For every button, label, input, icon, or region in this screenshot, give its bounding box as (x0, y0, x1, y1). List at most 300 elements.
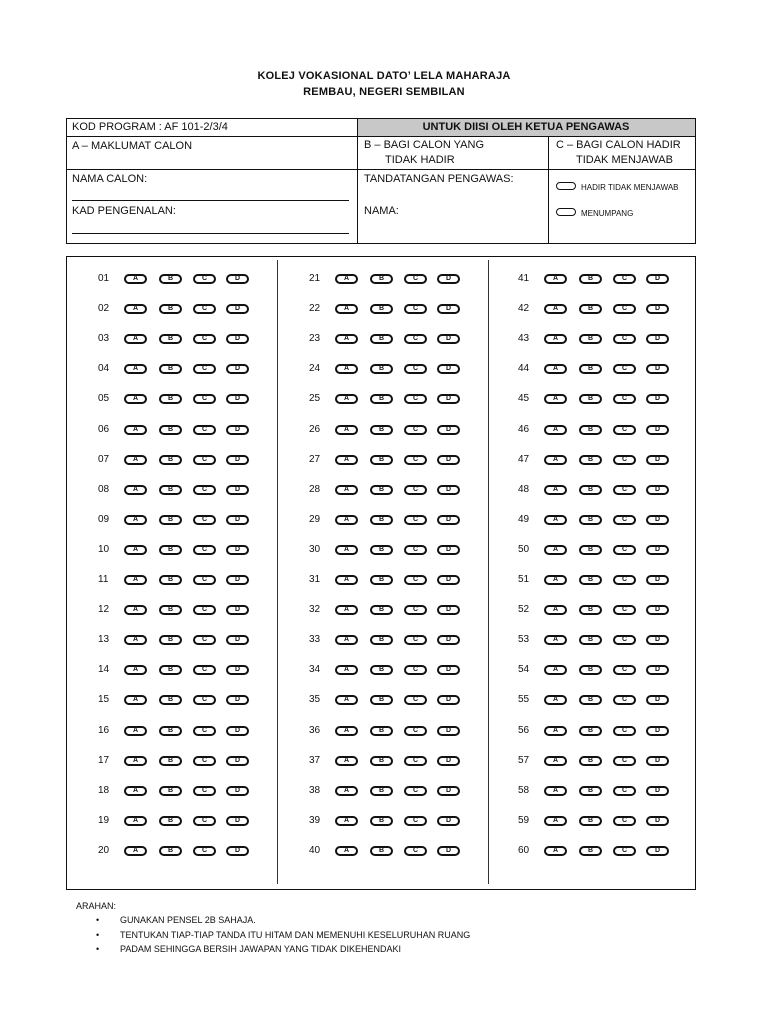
answer-bubble-b[interactable]: B (370, 575, 393, 585)
question-row (98, 725, 258, 737)
answer-bubble-b[interactable]: B (370, 455, 393, 465)
bullet-icon: • (96, 915, 100, 925)
answer-bubble-d[interactable]: D (646, 455, 669, 465)
answer-bubble-b[interactable]: B (579, 575, 602, 585)
answer-bubble-c[interactable]: C (613, 816, 636, 826)
answer-bubble-a[interactable]: A (544, 364, 567, 374)
answer-bubble-c[interactable]: C (404, 756, 427, 766)
present-no-answer-label: HADIR TIDAK MENJAWAB (581, 183, 679, 192)
answer-bubble-d[interactable]: D (646, 635, 669, 645)
answer-bubble-a[interactable]: A (544, 575, 567, 585)
answer-bubble-d[interactable]: D (646, 816, 669, 826)
answer-bubble-b[interactable]: B (579, 274, 602, 284)
answer-bubble-a[interactable]: A (335, 816, 358, 826)
answer-bubble-b[interactable]: B (579, 485, 602, 495)
answer-bubble-d[interactable]: D (437, 846, 460, 856)
answer-bubble-a[interactable]: A (335, 786, 358, 796)
answer-bubble-b[interactable]: B (159, 515, 182, 525)
answer-bubble-a[interactable]: A (544, 665, 567, 675)
answer-bubble-a[interactable]: A (124, 635, 147, 645)
answer-bubble-b[interactable]: B (579, 455, 602, 465)
answer-bubble-b[interactable]: B (579, 394, 602, 404)
question-row (98, 303, 258, 315)
answer-bubble-b[interactable]: B (370, 394, 393, 404)
answer-bubble-a[interactable]: A (124, 695, 147, 705)
answer-bubble-a[interactable]: A (335, 726, 358, 736)
question-row (309, 454, 469, 466)
question-number: 11 (98, 574, 109, 585)
answer-bubble-d[interactable]: D (226, 274, 249, 284)
answer-bubble-d[interactable]: D (226, 394, 249, 404)
question-number: 60 (518, 844, 530, 856)
answer-bubble-c[interactable]: C (193, 515, 216, 525)
answer-bubble-d[interactable]: D (437, 364, 460, 374)
answer-bubble-d[interactable]: D (646, 665, 669, 675)
answer-bubble-d[interactable]: D (646, 575, 669, 585)
answer-bubble-c[interactable]: C (193, 665, 216, 675)
answer-bubble-c[interactable]: C (193, 635, 216, 645)
answer-bubble-c[interactable]: C (404, 485, 427, 495)
answer-bubble-b[interactable]: B (159, 786, 182, 796)
answer-bubble-b[interactable]: B (159, 545, 182, 555)
answer-bubble-c[interactable]: C (404, 786, 427, 796)
answer-bubble-b[interactable]: B (370, 816, 393, 826)
question-row (518, 634, 678, 646)
answer-bubble-b[interactable]: B (159, 816, 182, 826)
question-number: 05 (98, 393, 110, 405)
question-number: 42 (518, 303, 530, 315)
answer-bubble-d[interactable]: D (226, 605, 249, 615)
answer-bubble-a[interactable]: A (335, 274, 358, 284)
question-number: 07 (98, 453, 110, 465)
answer-bubble-b[interactable]: B (159, 485, 182, 495)
answer-bubble-c[interactable]: C (193, 545, 216, 555)
question-row (518, 604, 678, 616)
answer-bubble-a[interactable]: A (124, 455, 147, 465)
question-number: 04 (98, 363, 110, 375)
answer-bubble-d[interactable]: D (437, 304, 460, 314)
answer-bubble-b[interactable]: B (370, 364, 393, 374)
answer-bubble-c[interactable]: C (193, 575, 216, 585)
answer-bubble-d[interactable]: D (646, 425, 669, 435)
answer-bubble-b[interactable]: B (579, 605, 602, 615)
answer-bubble-c[interactable]: C (193, 304, 216, 314)
question-number: 02 (98, 303, 110, 315)
answer-bubble-b[interactable]: B (159, 695, 182, 705)
answer-bubble-d[interactable]: D (226, 786, 249, 796)
answer-bubble-d[interactable]: D (437, 786, 460, 796)
answer-bubble-b[interactable]: B (370, 605, 393, 615)
answer-bubble-c[interactable]: C (193, 695, 216, 705)
answer-bubble-b[interactable]: B (370, 304, 393, 314)
answer-bubble-b[interactable]: B (579, 846, 602, 856)
candidate-name-label: NAMA CALON: (72, 173, 148, 185)
answer-bubble-c[interactable]: C (404, 635, 427, 645)
answer-bubble-d[interactable]: D (646, 786, 669, 796)
ic-number-field[interactable] (72, 233, 349, 234)
answer-bubble-a[interactable]: A (544, 695, 567, 705)
answer-bubble-d[interactable]: D (226, 756, 249, 766)
question-row (518, 514, 678, 526)
question-row (518, 845, 678, 857)
answer-bubble-b[interactable]: B (370, 545, 393, 555)
answer-bubble-d[interactable]: D (226, 575, 249, 585)
answer-bubble-c[interactable]: C (613, 846, 636, 856)
answer-bubble-d[interactable]: D (226, 485, 249, 495)
answer-bubble-c[interactable]: C (193, 334, 216, 344)
answer-bubble-a[interactable]: A (544, 816, 567, 826)
answer-bubble-c[interactable]: C (404, 304, 427, 314)
answer-bubble-b[interactable]: B (159, 756, 182, 766)
answer-bubble-c[interactable]: C (613, 274, 636, 284)
question-row (98, 514, 258, 526)
answer-bubble-d[interactable]: D (226, 846, 249, 856)
answer-bubble-c[interactable]: C (193, 786, 216, 796)
answer-bubble-a[interactable]: A (335, 575, 358, 585)
answer-bubble-b[interactable]: B (370, 274, 393, 284)
question-row (518, 273, 678, 285)
column-divider (488, 260, 489, 884)
question-row (98, 333, 258, 345)
answer-bubble-a[interactable]: A (124, 726, 147, 736)
answer-bubble-c[interactable]: C (404, 846, 427, 856)
answer-bubble-d[interactable]: D (646, 846, 669, 856)
answer-bubble-c[interactable]: C (404, 605, 427, 615)
answer-bubble-a[interactable]: A (335, 485, 358, 495)
answer-bubble-a[interactable]: A (544, 635, 567, 645)
question-row (518, 664, 678, 676)
answer-bubble-b[interactable]: B (159, 605, 182, 615)
answer-bubble-a[interactable]: A (335, 665, 358, 675)
answer-bubble-c[interactable]: C (613, 786, 636, 796)
answer-bubble-a[interactable]: A (335, 846, 358, 856)
answer-bubble-d[interactable]: D (437, 545, 460, 555)
question-number: 30 (309, 543, 321, 555)
answer-bubble-d[interactable]: D (437, 756, 460, 766)
answer-bubble-d[interactable]: D (226, 515, 249, 525)
question-row (98, 273, 258, 285)
answer-bubble-c[interactable]: C (193, 756, 216, 766)
answer-bubble-d[interactable]: D (646, 274, 669, 284)
answer-bubble-a[interactable]: A (335, 304, 358, 314)
answer-bubble-b[interactable]: B (370, 515, 393, 525)
answer-bubble-d[interactable]: D (646, 394, 669, 404)
answer-bubble-c[interactable]: C (613, 726, 636, 736)
present-no-answer-checkbox[interactable] (556, 182, 576, 190)
answer-bubble-d[interactable]: D (646, 605, 669, 615)
answer-bubble-c[interactable]: C (404, 394, 427, 404)
answer-bubble-d[interactable]: D (437, 726, 460, 736)
answer-bubble-a[interactable]: A (544, 455, 567, 465)
question-number: 54 (518, 664, 530, 676)
answer-bubble-c[interactable]: C (193, 274, 216, 284)
answer-bubble-c[interactable]: C (404, 575, 427, 585)
answer-bubble-c[interactable]: C (193, 846, 216, 856)
answer-bubble-b[interactable]: B (370, 334, 393, 344)
question-row (309, 333, 469, 345)
answer-bubble-b[interactable]: B (159, 394, 182, 404)
answer-bubble-a[interactable]: A (124, 665, 147, 675)
answer-bubble-a[interactable]: A (124, 545, 147, 555)
answer-bubble-a[interactable]: A (544, 274, 567, 284)
answer-bubble-b[interactable]: B (579, 786, 602, 796)
answer-bubble-b[interactable]: B (579, 635, 602, 645)
answer-bubble-c[interactable]: C (404, 364, 427, 374)
answer-bubble-b[interactable]: B (159, 455, 182, 465)
answer-bubble-a[interactable]: A (124, 756, 147, 766)
question-number: 14 (98, 664, 110, 676)
candidate-name-field[interactable] (72, 200, 349, 201)
answer-bubble-d[interactable]: D (646, 334, 669, 344)
answer-bubble-a[interactable]: A (335, 334, 358, 344)
answer-bubble-c[interactable]: C (613, 695, 636, 705)
question-row (309, 694, 469, 706)
answer-bubble-a[interactable]: A (124, 334, 147, 344)
answer-bubble-b[interactable]: B (370, 846, 393, 856)
answer-bubble-c[interactable]: C (404, 334, 427, 344)
answer-bubble-d[interactable]: D (646, 485, 669, 495)
answer-bubble-d[interactable]: D (646, 364, 669, 374)
answer-bubble-d[interactable]: D (646, 756, 669, 766)
answer-bubble-c[interactable]: C (193, 485, 216, 495)
answer-bubble-a[interactable]: A (544, 425, 567, 435)
answer-bubble-d[interactable]: D (437, 575, 460, 585)
table-divider (67, 136, 695, 137)
transfer-checkbox[interactable] (556, 208, 576, 216)
question-row (98, 785, 258, 797)
answer-bubble-a[interactable]: A (544, 846, 567, 856)
answer-bubble-d[interactable]: D (226, 695, 249, 705)
answer-bubble-c[interactable]: C (404, 816, 427, 826)
answer-bubble-b[interactable]: B (579, 726, 602, 736)
answer-bubble-a[interactable]: A (124, 394, 147, 404)
answer-bubble-d[interactable]: D (437, 635, 460, 645)
answer-bubble-c[interactable]: C (613, 425, 636, 435)
answer-bubble-d[interactable]: D (226, 545, 249, 555)
answer-bubble-b[interactable]: B (579, 515, 602, 525)
answer-bubble-b[interactable]: B (370, 635, 393, 645)
answer-bubble-c[interactable]: C (613, 756, 636, 766)
answer-bubble-d[interactable]: D (437, 695, 460, 705)
answer-bubble-a[interactable]: A (335, 635, 358, 645)
answer-bubble-a[interactable]: A (335, 605, 358, 615)
answer-bubble-a[interactable]: A (335, 515, 358, 525)
answer-bubble-b[interactable]: B (579, 816, 602, 826)
question-number: 31 (309, 574, 321, 585)
answer-bubble-a[interactable]: A (544, 304, 567, 314)
answer-bubble-a[interactable]: A (124, 786, 147, 796)
question-number: 58 (518, 784, 530, 796)
answer-bubble-b[interactable]: B (159, 304, 182, 314)
answer-bubble-c[interactable]: C (613, 665, 636, 675)
question-row (98, 815, 258, 827)
answer-bubble-c[interactable]: C (613, 515, 636, 525)
answer-bubble-a[interactable]: A (124, 575, 147, 585)
answer-bubble-a[interactable]: A (124, 364, 147, 374)
answer-bubble-b[interactable]: B (579, 545, 602, 555)
question-row (518, 574, 678, 586)
answer-bubble-b[interactable]: B (159, 635, 182, 645)
answer-bubble-b[interactable]: B (370, 756, 393, 766)
answer-bubble-b[interactable]: B (579, 756, 602, 766)
answer-bubble-a[interactable]: A (544, 334, 567, 344)
answer-bubble-a[interactable]: A (335, 756, 358, 766)
answer-bubble-a[interactable]: A (544, 545, 567, 555)
question-number: 23 (309, 333, 321, 345)
answer-bubble-c[interactable]: C (613, 575, 636, 585)
answer-bubble-a[interactable]: A (544, 786, 567, 796)
answer-bubble-c[interactable]: C (193, 425, 216, 435)
question-row (309, 393, 469, 405)
question-row (518, 544, 678, 556)
question-number: 10 (98, 543, 110, 555)
answer-bubble-c[interactable]: C (613, 304, 636, 314)
answer-bubble-a[interactable]: A (544, 515, 567, 525)
answer-bubble-b[interactable]: B (370, 726, 393, 736)
answer-bubble-a[interactable]: A (335, 545, 358, 555)
answer-bubble-a[interactable]: A (124, 274, 147, 284)
question-row (518, 815, 678, 827)
answer-bubble-a[interactable]: A (335, 425, 358, 435)
answer-bubble-d[interactable]: D (437, 665, 460, 675)
answer-bubble-d[interactable]: D (437, 515, 460, 525)
question-row (518, 454, 678, 466)
answer-bubble-a[interactable]: A (335, 695, 358, 705)
answer-bubble-b[interactable]: B (159, 846, 182, 856)
answer-bubble-d[interactable]: D (226, 816, 249, 826)
answer-bubble-a[interactable]: A (544, 726, 567, 736)
answer-bubble-b[interactable]: B (159, 575, 182, 585)
table-divider (357, 119, 358, 243)
answer-bubble-c[interactable]: C (613, 364, 636, 374)
section-c-title: C – BAGI CALON HADIR (556, 139, 681, 151)
answer-bubble-c[interactable]: C (613, 485, 636, 495)
answer-bubble-a[interactable]: A (124, 515, 147, 525)
answer-bubble-b[interactable]: B (370, 665, 393, 675)
answer-bubble-c[interactable]: C (613, 635, 636, 645)
answer-bubble-d[interactable]: D (437, 455, 460, 465)
answer-bubble-d[interactable]: D (226, 334, 249, 344)
question-number: 36 (309, 724, 321, 736)
answer-bubble-b[interactable]: B (159, 665, 182, 675)
answer-bubble-c[interactable]: C (613, 334, 636, 344)
answer-bubble-c[interactable]: C (613, 605, 636, 615)
answer-bubble-a[interactable]: A (124, 816, 147, 826)
answer-bubble-c[interactable]: C (404, 695, 427, 705)
answer-bubble-d[interactable]: D (437, 485, 460, 495)
answer-bubble-c[interactable]: C (613, 545, 636, 555)
answer-bubble-d[interactable]: D (437, 394, 460, 404)
answer-bubble-a[interactable]: A (335, 394, 358, 404)
answer-bubble-c[interactable]: C (404, 726, 427, 736)
answer-bubble-d[interactable]: D (646, 515, 669, 525)
question-row (518, 303, 678, 315)
answer-bubble-c[interactable]: C (404, 665, 427, 675)
answer-bubble-a[interactable]: A (124, 485, 147, 495)
answer-bubble-b[interactable]: B (370, 695, 393, 705)
answer-bubble-b[interactable]: B (159, 726, 182, 736)
answer-bubble-d[interactable]: D (646, 545, 669, 555)
answer-bubble-c[interactable]: C (404, 515, 427, 525)
question-number: 50 (518, 543, 530, 555)
answer-bubble-d[interactable]: D (437, 274, 460, 284)
question-row (518, 694, 678, 706)
answer-bubble-b[interactable]: B (159, 364, 182, 374)
question-number: 29 (309, 513, 321, 525)
answer-bubble-d[interactable]: D (646, 695, 669, 705)
answer-bubble-c[interactable]: C (404, 274, 427, 284)
answer-bubble-d[interactable]: D (437, 334, 460, 344)
answer-bubble-b[interactable]: B (579, 665, 602, 675)
question-number: 22 (309, 303, 321, 315)
answer-bubble-c[interactable]: C (613, 455, 636, 465)
answer-bubble-b[interactable]: B (370, 485, 393, 495)
answer-bubble-c[interactable]: C (613, 394, 636, 404)
answer-bubble-c[interactable]: C (193, 455, 216, 465)
answer-bubble-d[interactable]: D (437, 816, 460, 826)
question-row (309, 514, 469, 526)
answer-bubble-a[interactable]: A (124, 605, 147, 615)
answer-bubble-b[interactable]: B (579, 304, 602, 314)
answer-bubble-a[interactable]: A (335, 364, 358, 374)
question-number: 20 (98, 844, 110, 856)
question-number: 32 (309, 604, 321, 616)
answer-bubble-d[interactable]: D (226, 726, 249, 736)
answer-bubble-d[interactable]: D (226, 665, 249, 675)
question-number: 34 (309, 664, 321, 676)
answer-bubble-a[interactable]: A (335, 455, 358, 465)
answer-bubble-a[interactable]: A (124, 425, 147, 435)
answer-bubble-a[interactable]: A (124, 846, 147, 856)
answer-bubble-c[interactable]: C (404, 425, 427, 435)
question-number: 26 (309, 423, 321, 435)
answer-bubble-c[interactable]: C (193, 364, 216, 374)
answer-bubble-d[interactable]: D (646, 304, 669, 314)
question-number: 21 (309, 273, 321, 284)
answer-bubble-b[interactable]: B (159, 274, 182, 284)
question-row (98, 845, 258, 857)
answer-bubble-d[interactable]: D (226, 304, 249, 314)
answer-bubble-a[interactable]: A (544, 756, 567, 766)
answer-bubble-b[interactable]: B (370, 425, 393, 435)
answer-bubble-d[interactable]: D (437, 605, 460, 615)
answer-bubble-c[interactable]: C (404, 545, 427, 555)
answer-bubble-a[interactable]: A (124, 304, 147, 314)
answer-bubble-d[interactable]: D (226, 425, 249, 435)
answer-bubble-d[interactable]: D (226, 635, 249, 645)
answer-bubble-a[interactable]: A (544, 485, 567, 495)
answer-bubble-a[interactable]: A (544, 394, 567, 404)
answer-bubble-d[interactable]: D (437, 425, 460, 435)
answer-bubble-c[interactable]: C (193, 605, 216, 615)
answer-bubble-a[interactable]: A (544, 605, 567, 615)
answer-bubble-d[interactable]: D (226, 364, 249, 374)
answer-bubble-c[interactable]: C (193, 816, 216, 826)
answer-bubble-b[interactable]: B (579, 364, 602, 374)
answer-bubble-b[interactable]: B (159, 334, 182, 344)
answer-bubble-c[interactable]: C (404, 455, 427, 465)
answer-bubble-b[interactable]: B (579, 425, 602, 435)
answer-bubble-c[interactable]: C (193, 394, 216, 404)
answer-bubble-d[interactable]: D (646, 726, 669, 736)
question-row (98, 393, 258, 405)
answer-bubble-b[interactable]: B (159, 425, 182, 435)
answer-bubble-c[interactable]: C (193, 726, 216, 736)
answer-bubble-b[interactable]: B (579, 695, 602, 705)
answer-bubble-d[interactable]: D (226, 455, 249, 465)
answer-bubble-b[interactable]: B (370, 786, 393, 796)
answer-bubble-b[interactable]: B (579, 334, 602, 344)
